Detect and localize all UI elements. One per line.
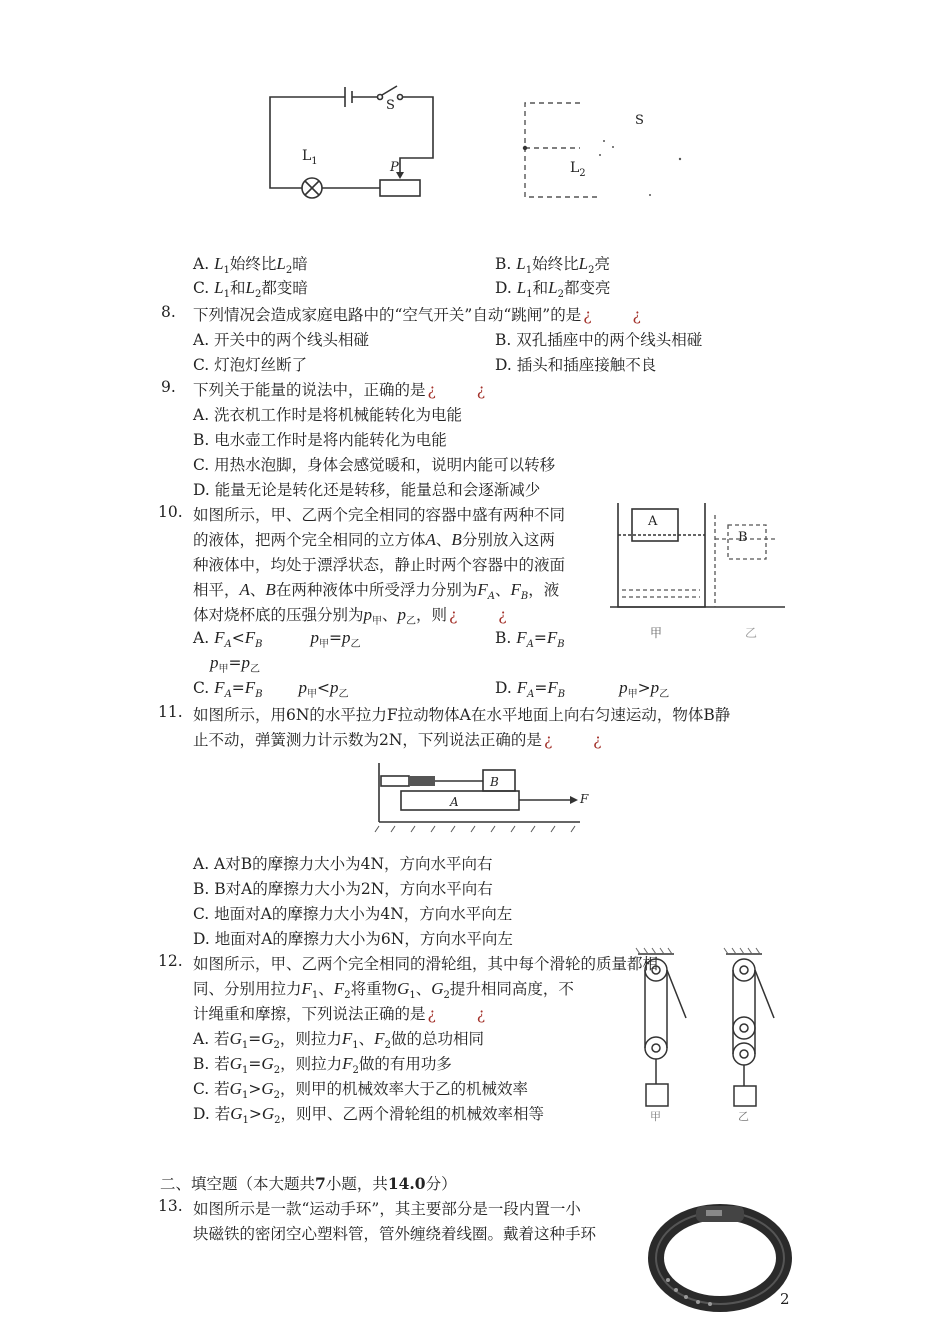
circuit-diagram-left <box>260 80 460 210</box>
fitness-band-image <box>648 1200 793 1315</box>
q12-option-a[interactable]: A. 若$G_1=G_2$，则拉力$F_1$、$F_2$做的总功相同 <box>193 1029 484 1052</box>
circuit-label-s: S <box>386 98 395 113</box>
q11-number: 11. <box>158 703 183 721</box>
q8-number: 8. <box>161 303 176 321</box>
q12-pulley-figure <box>628 948 798 1128</box>
q9-number: 9. <box>161 378 176 396</box>
q11-option-d[interactable]: D. 地面对A的摩擦力大小为6N，方向水平向左 <box>193 930 513 948</box>
q10-figure-label-yi: 乙 <box>745 626 758 640</box>
q10-line2: 的液体，把两个完全相同的立方体A、B分别放入这两 <box>193 530 555 549</box>
circuit-diagram-right <box>520 95 700 205</box>
q7-option-c[interactable]: C. $L_1$和$L_2$都变暗 <box>193 278 308 301</box>
q13-line1: 如图所示是一款“运动手环”，其主要部分是一段内置一小 <box>193 1200 581 1218</box>
q10-option-c[interactable]: C. $F_A=F_B$ $p_甲<p_乙$ <box>193 678 349 701</box>
q10-figure-label-b: B <box>738 530 748 545</box>
q7-option-d[interactable]: D. $L_1$和$L_2$都变亮 <box>495 278 611 301</box>
circuit-label-s2: S <box>635 113 644 128</box>
q11-option-c[interactable]: C. 地面对A的摩擦力大小为4N，方向水平向左 <box>193 905 513 923</box>
q11-figure-label-a: A <box>450 795 459 809</box>
q9-option-c[interactable]: C. 用热水泡脚，身体会感觉暖和，说明内能可以转移 <box>193 456 556 474</box>
q11-option-b[interactable]: B. B对A的摩擦力大小为2N，方向水平向右 <box>193 880 493 898</box>
q10-option-a[interactable]: A. $F_A<F_B$ $p_甲=p_乙$ <box>193 628 361 651</box>
q12-line3: 计绳重和摩擦，下列说法正确的是 ¿ ¿ <box>193 1005 504 1023</box>
q10-option-b[interactable]: B. $F_A=F_B$ <box>495 628 565 651</box>
q10-option-d[interactable]: D. $F_A=F_B$ $p_甲>p_乙$ <box>495 678 670 701</box>
q11-figure-label-f: F <box>580 792 589 806</box>
q11-figure-label-b: B <box>490 775 499 789</box>
q11-line2: 止不动，弹簧测力计示数为2N，下列说法正确的是 ¿ ¿ <box>193 731 620 749</box>
q12-figure-label-jia: 甲 <box>650 1110 661 1123</box>
q12-option-c[interactable]: C. 若$G_1>G_2$，则甲的机械效率大于乙的机械效率 <box>193 1079 528 1102</box>
q10-line5: 体对烧杯底的压强分别为$p_甲$、$p_乙$，则 ¿ ¿ <box>193 605 525 628</box>
q9-option-d[interactable]: D. 能量无论是转化还是转移，能量总和会逐渐减少 <box>193 481 541 499</box>
q10-number: 10. <box>158 503 183 521</box>
q13-number: 13. <box>158 1197 183 1215</box>
q8-option-c[interactable]: C. 灯泡灯丝断了 <box>193 356 308 374</box>
q8-option-b[interactable]: B. 双孔插座中的两个线头相碰 <box>495 331 703 349</box>
circuit-label-p: P <box>390 160 399 175</box>
q13-line2: 块磁铁的密闭空心塑料管，管外缠绕着线圈。戴着这种手环 <box>193 1225 597 1243</box>
q10-containers-figure <box>610 495 785 635</box>
q9-stem: 下列关于能量的说法中，正确的是 ¿ ¿ <box>193 381 504 399</box>
q12-line1: 如图所示，甲、乙两个完全相同的滑轮组，其中每个滑轮的质量都相 <box>193 955 659 973</box>
q12-line2: 同、分别用拉力$F_1$、$F_2$将重物$G_1$、$G_2$提升相同高度，不 <box>193 979 574 1002</box>
q12-option-b[interactable]: B. 若$G_1=G_2$，则拉力$F_2$做的有用功多 <box>193 1054 452 1077</box>
q9-option-a[interactable]: A. 洗衣机工作时是将机械能转化为电能 <box>193 406 463 424</box>
section-title: 二、填空题（本大题共7小题，共14.0分） <box>160 1174 457 1193</box>
q11-line1: 如图所示，用6N的水平拉力F拉动物体A在水平地面上向右匀速运动，物体B静 <box>193 706 731 724</box>
circuit-label-l2: $L_2$ <box>570 160 586 179</box>
q10-figure-label-jia: 甲 <box>650 626 663 640</box>
q10-line4: 相平，A、B在两种液体中所受浮力分别为$F_A$、$F_B$，液 <box>193 580 560 603</box>
q10-line3: 种液体中，均处于漂浮状态，静止时两个容器中的液面 <box>193 556 566 574</box>
q12-figure-label-yi: 乙 <box>738 1110 749 1123</box>
circuit-label-l1: $L_1$ <box>302 148 318 167</box>
q11-friction-figure <box>375 748 585 828</box>
q10-figure-label-a: A <box>648 514 658 529</box>
q11-option-a[interactable]: A. A对B的摩擦力大小为4N，方向水平向右 <box>193 855 493 873</box>
page-number: 2 <box>780 1290 790 1308</box>
q10-line1: 如图所示，甲、乙两个完全相同的容器中盛有两种不同 <box>193 506 566 524</box>
q12-option-d[interactable]: D. 若$G_1>G_2$，则甲、乙两个滑轮组的机械效率相等 <box>193 1104 545 1127</box>
q8-option-d[interactable]: D. 插头和插座接触不良 <box>495 356 657 374</box>
q12-number: 12. <box>158 952 183 970</box>
q8-option-a[interactable]: A. 开关中的两个线头相碰 <box>193 331 370 349</box>
q7-option-a[interactable]: A. $L_1$始终比$L_2$暗 <box>193 254 308 277</box>
q7-option-b[interactable]: B. $L_1$始终比$L_2$亮 <box>495 254 610 277</box>
q8-stem: 下列情况会造成家庭电路中的“空气开关”自动“跳闸”的是 ¿ ¿ <box>193 306 659 324</box>
q9-option-b[interactable]: B. 电水壶工作时是将内能转化为电能 <box>193 431 447 449</box>
q10-option-b-cont: $p_甲=p_乙$ <box>210 653 260 676</box>
